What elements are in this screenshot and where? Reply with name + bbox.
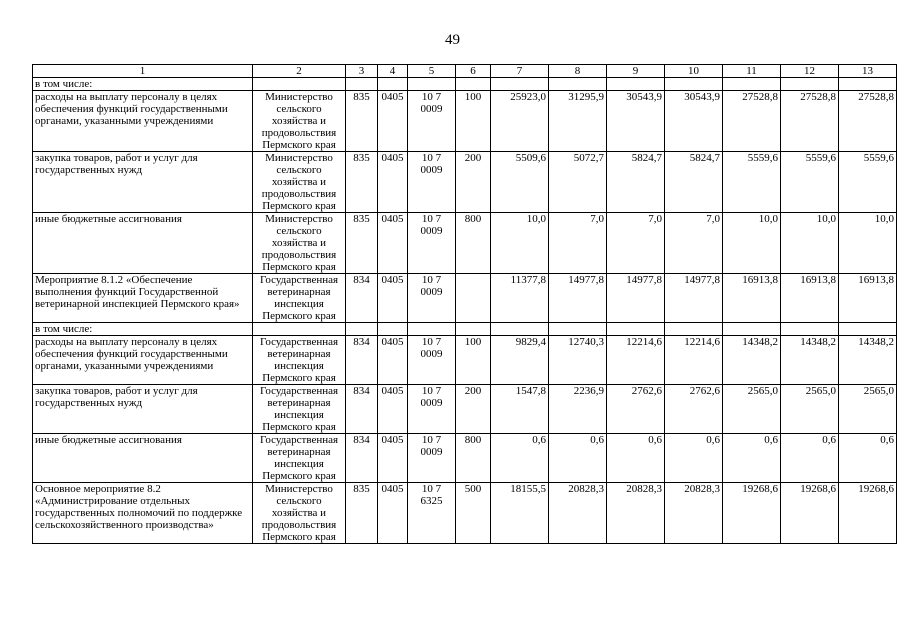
amount-cell: 14348,2 bbox=[839, 336, 897, 385]
empty-cell bbox=[456, 323, 491, 336]
amount-cell: 16913,8 bbox=[781, 274, 839, 323]
amount-cell: 2565,0 bbox=[781, 385, 839, 434]
expense-type-code: 800 bbox=[456, 434, 491, 483]
amount-cell: 2762,6 bbox=[665, 385, 723, 434]
column-header: 9 bbox=[607, 65, 665, 78]
grbs-code: 835 bbox=[346, 213, 378, 274]
administrator: Министерство сельского хозяйства и продовольствия Пермского края bbox=[253, 91, 346, 152]
expense-type-code: 800 bbox=[456, 213, 491, 274]
amount-cell: 10,0 bbox=[781, 213, 839, 274]
amount-cell: 19268,6 bbox=[781, 483, 839, 544]
table-row bbox=[33, 91, 897, 152]
target-article-code: 10 7 0009 bbox=[408, 91, 456, 152]
table-row bbox=[33, 385, 897, 434]
section-code: 0405 bbox=[378, 91, 408, 152]
target-article-code: 10 7 0009 bbox=[408, 385, 456, 434]
expense-type-code: 200 bbox=[456, 385, 491, 434]
section-code: 0405 bbox=[378, 336, 408, 385]
amount-cell: 2236,9 bbox=[549, 385, 607, 434]
empty-cell bbox=[781, 323, 839, 336]
empty-cell bbox=[665, 323, 723, 336]
amount-cell: 7,0 bbox=[665, 213, 723, 274]
item-name: Мероприятие 8.1.2 «Обеспечение выполнения функций Государственной ветеринарной инспекцией Пермского края» bbox=[33, 274, 253, 323]
amount-cell: 27528,8 bbox=[839, 91, 897, 152]
amount-cell: 20828,3 bbox=[665, 483, 723, 544]
empty-cell bbox=[839, 78, 897, 91]
grbs-code: 835 bbox=[346, 483, 378, 544]
empty-cell bbox=[253, 78, 346, 91]
subheader-label: в том числе: bbox=[33, 323, 253, 336]
item-name: закупка товаров, работ и услуг для государственных нужд bbox=[33, 385, 253, 434]
amount-cell: 0,6 bbox=[607, 434, 665, 483]
amount-cell: 5824,7 bbox=[607, 152, 665, 213]
amount-cell: 14977,8 bbox=[665, 274, 723, 323]
empty-cell bbox=[253, 323, 346, 336]
empty-cell bbox=[408, 323, 456, 336]
item-name: иные бюджетные ассигнования bbox=[33, 434, 253, 483]
amount-cell: 12214,6 bbox=[607, 336, 665, 385]
amount-cell: 27528,8 bbox=[723, 91, 781, 152]
target-article-code: 10 7 0009 bbox=[408, 434, 456, 483]
amount-cell: 30543,9 bbox=[607, 91, 665, 152]
table-row bbox=[33, 152, 897, 213]
expense-type-code: 200 bbox=[456, 152, 491, 213]
column-header: 4 bbox=[378, 65, 408, 78]
expense-type-code bbox=[456, 274, 491, 323]
amount-cell: 14977,8 bbox=[549, 274, 607, 323]
empty-cell bbox=[839, 323, 897, 336]
column-header: 11 bbox=[723, 65, 781, 78]
section-code: 0405 bbox=[378, 385, 408, 434]
empty-cell bbox=[346, 78, 378, 91]
column-header: 1 bbox=[33, 65, 253, 78]
section-code: 0405 bbox=[378, 152, 408, 213]
amount-cell: 10,0 bbox=[723, 213, 781, 274]
amount-cell: 18155,5 bbox=[491, 483, 549, 544]
empty-cell bbox=[346, 323, 378, 336]
amount-cell: 0,6 bbox=[839, 434, 897, 483]
table-row bbox=[33, 336, 897, 385]
grbs-code: 834 bbox=[346, 274, 378, 323]
empty-cell bbox=[665, 78, 723, 91]
column-header: 3 bbox=[346, 65, 378, 78]
administrator: Государственная ветеринарная инспекция Пермского края bbox=[253, 385, 346, 434]
administrator: Государственная ветеринарная инспекция Пермского края bbox=[253, 434, 346, 483]
section-code: 0405 bbox=[378, 434, 408, 483]
administrator: Государственная ветеринарная инспекция Пермского края bbox=[253, 336, 346, 385]
section-code: 0405 bbox=[378, 213, 408, 274]
empty-cell bbox=[456, 78, 491, 91]
grbs-code: 834 bbox=[346, 336, 378, 385]
amount-cell: 0,6 bbox=[665, 434, 723, 483]
item-name: Основное мероприятие 8.2 «Администрирование отдельных государственных полномочий по поддержке сельскохозяйственного производства» bbox=[33, 483, 253, 544]
column-header: 13 bbox=[839, 65, 897, 78]
empty-cell bbox=[491, 78, 549, 91]
table-header-row bbox=[33, 65, 897, 78]
empty-cell bbox=[378, 323, 408, 336]
subheader-label: в том числе: bbox=[33, 78, 253, 91]
expense-type-code: 100 bbox=[456, 336, 491, 385]
amount-cell: 5559,6 bbox=[839, 152, 897, 213]
target-article-code: 10 7 0009 bbox=[408, 152, 456, 213]
table-row bbox=[33, 213, 897, 274]
amount-cell: 25923,0 bbox=[491, 91, 549, 152]
grbs-code: 834 bbox=[346, 434, 378, 483]
amount-cell: 16913,8 bbox=[723, 274, 781, 323]
administrator: Министерство сельского хозяйства и продовольствия Пермского края bbox=[253, 213, 346, 274]
amount-cell: 2565,0 bbox=[723, 385, 781, 434]
expense-type-code: 500 bbox=[456, 483, 491, 544]
empty-cell bbox=[723, 323, 781, 336]
empty-cell bbox=[549, 323, 607, 336]
amount-cell: 2565,0 bbox=[839, 385, 897, 434]
empty-cell bbox=[408, 78, 456, 91]
subheader-row bbox=[33, 323, 897, 336]
column-header: 2 bbox=[253, 65, 346, 78]
target-article-code: 10 7 0009 bbox=[408, 274, 456, 323]
amount-cell: 9829,4 bbox=[491, 336, 549, 385]
grbs-code: 835 bbox=[346, 91, 378, 152]
administrator: Государственная ветеринарная инспекция Пермского края bbox=[253, 274, 346, 323]
target-article-code: 10 7 6325 bbox=[408, 483, 456, 544]
amount-cell: 10,0 bbox=[491, 213, 549, 274]
amount-cell: 0,6 bbox=[549, 434, 607, 483]
amount-cell: 5072,7 bbox=[549, 152, 607, 213]
amount-cell: 5559,6 bbox=[781, 152, 839, 213]
amount-cell: 30543,9 bbox=[665, 91, 723, 152]
empty-cell bbox=[607, 78, 665, 91]
item-name: закупка товаров, работ и услуг для государственных нужд bbox=[33, 152, 253, 213]
amount-cell: 7,0 bbox=[549, 213, 607, 274]
item-name: иные бюджетные ассигнования bbox=[33, 213, 253, 274]
amount-cell: 5509,6 bbox=[491, 152, 549, 213]
subheader-row bbox=[33, 78, 897, 91]
amount-cell: 14348,2 bbox=[781, 336, 839, 385]
amount-cell: 16913,8 bbox=[839, 274, 897, 323]
column-header: 10 bbox=[665, 65, 723, 78]
amount-cell: 5824,7 bbox=[665, 152, 723, 213]
budget-table bbox=[32, 64, 897, 544]
column-header: 7 bbox=[491, 65, 549, 78]
target-article-code: 10 7 0009 bbox=[408, 336, 456, 385]
amount-cell: 1547,8 bbox=[491, 385, 549, 434]
table-row bbox=[33, 483, 897, 544]
amount-cell: 12740,3 bbox=[549, 336, 607, 385]
administrator: Министерство сельского хозяйства и продовольствия Пермского края bbox=[253, 152, 346, 213]
amount-cell: 14977,8 bbox=[607, 274, 665, 323]
amount-cell: 12214,6 bbox=[665, 336, 723, 385]
section-code: 0405 bbox=[378, 274, 408, 323]
amount-cell: 20828,3 bbox=[607, 483, 665, 544]
section-code: 0405 bbox=[378, 483, 408, 544]
column-header: 12 bbox=[781, 65, 839, 78]
table-row bbox=[33, 274, 897, 323]
amount-cell: 19268,6 bbox=[839, 483, 897, 544]
amount-cell: 7,0 bbox=[607, 213, 665, 274]
administrator: Министерство сельского хозяйства и продовольствия Пермского края bbox=[253, 483, 346, 544]
amount-cell: 27528,8 bbox=[781, 91, 839, 152]
item-name: расходы на выплату персоналу в целях обеспечения функций государственными органами, указанными учреждениями bbox=[33, 336, 253, 385]
empty-cell bbox=[491, 323, 549, 336]
column-header: 5 bbox=[408, 65, 456, 78]
column-header: 8 bbox=[549, 65, 607, 78]
amount-cell: 31295,9 bbox=[549, 91, 607, 152]
column-header: 6 bbox=[456, 65, 491, 78]
amount-cell: 0,6 bbox=[781, 434, 839, 483]
amount-cell: 2762,6 bbox=[607, 385, 665, 434]
amount-cell: 0,6 bbox=[723, 434, 781, 483]
table-row bbox=[33, 434, 897, 483]
empty-cell bbox=[723, 78, 781, 91]
amount-cell: 19268,6 bbox=[723, 483, 781, 544]
amount-cell: 10,0 bbox=[839, 213, 897, 274]
amount-cell: 0,6 bbox=[491, 434, 549, 483]
empty-cell bbox=[549, 78, 607, 91]
amount-cell: 5559,6 bbox=[723, 152, 781, 213]
item-name: расходы на выплату персоналу в целях обеспечения функций государственными органами, указанными учреждениями bbox=[33, 91, 253, 152]
empty-cell bbox=[781, 78, 839, 91]
grbs-code: 835 bbox=[346, 152, 378, 213]
amount-cell: 20828,3 bbox=[549, 483, 607, 544]
page-number: 49 bbox=[445, 32, 460, 48]
amount-cell: 14348,2 bbox=[723, 336, 781, 385]
grbs-code: 834 bbox=[346, 385, 378, 434]
amount-cell: 11377,8 bbox=[491, 274, 549, 323]
expense-type-code: 100 bbox=[456, 91, 491, 152]
empty-cell bbox=[378, 78, 408, 91]
empty-cell bbox=[607, 323, 665, 336]
target-article-code: 10 7 0009 bbox=[408, 213, 456, 274]
